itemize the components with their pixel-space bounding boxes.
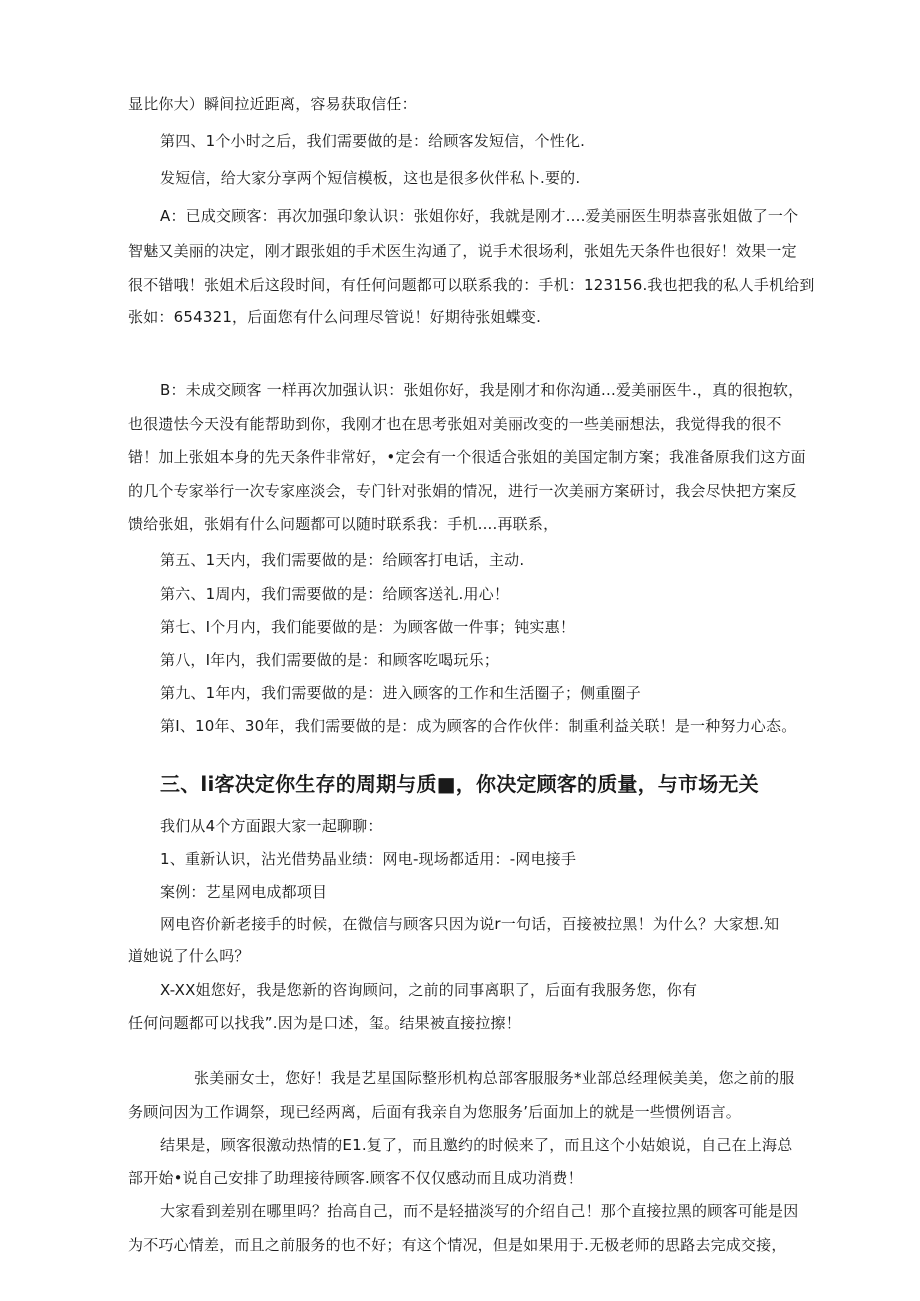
paragraph-line: 道她说了什么吗？ <box>128 947 250 965</box>
paragraph-line: 第八，I年内，我们需要做的是：和顾客吃喝玩乐； <box>160 651 500 669</box>
paragraph-line: 案例：艺星网电成都项目 <box>160 883 328 901</box>
paragraph-line: 部开始•说自己安排了助理接待顾客.顾客不仅仅感动而且成功消费！ <box>128 1169 583 1187</box>
paragraph-line: 第I、10年、30年，我们需要做的是：成为顾客的合作伙伴：制重利益关联！是一种努力心态。 <box>160 717 797 735</box>
paragraph-line: 第六、1周内，我们需要做的是：给顾客送礼.用心！ <box>160 585 510 603</box>
paragraph-line: 为不巧心情差，而且之前服务的也不好；有这个情况，但是如果用于.无极老师的思路去完成交接， <box>128 1236 787 1254</box>
paragraph-line: 也很遗怯今天没有能帮助到你，我刚才也在思考张姐对美丽改变的一些美丽想法，我觉得我的很不 <box>128 415 782 433</box>
paragraph-line: 张如：654321，后面您有什么问理尽管说！好期待张姐蝶变. <box>128 308 542 326</box>
paragraph-line: 网电咨价新老接手的时候，在微信与顾客只因为说r一句话，百接被拉黑！为什么？大家想.知 <box>160 915 780 933</box>
paragraph-line: 显比你大）瞬间拉近距离，容易获取信任： <box>128 95 417 113</box>
paragraph-line: 任何问题都可以找我”.因为是口述，玺。结果被直接拉擦！ <box>128 1014 521 1032</box>
paragraph-line: 很不错哦！张姐术后这段时间，有任何问题都可以联系我的：手机：123156.我也把我的私人手机给到 <box>128 276 815 294</box>
section-heading: 三、li客决定你生存的周期与质■，你决定顾客的质量，与市场无关 <box>160 772 759 796</box>
paragraph-line: 第四、1个小时之后，我们需要做的是：给顾客发短信，个性化. <box>160 132 586 150</box>
paragraph-line: 务顾问因为工作调祭，现已经两离，后面有我亲自为您服务’后面加上的就是一些惯例语言。 <box>128 1103 741 1121</box>
paragraph-line: 的几个专家举行一次专家座淡会，专门针对张娟的情况，进行一次美丽方案研讨，我会尽快把方案反 <box>128 482 797 500</box>
paragraph-line: 第五、1天内，我们需要做的是：给顾客打电话，主动. <box>160 551 525 569</box>
paragraph-line: 错！加上张姐本身的先天条件非常好，•定会有一个很适合张姐的美国定制方案；我准备原我们这方面 <box>128 448 806 466</box>
paragraph-line: 智魅又美丽的决定，刚才跟张姐的手术医生沟通了，说手术很场利，张姐先天条件也很好！效果一定 <box>128 242 797 260</box>
paragraph-line: 大家看到差别在哪里吗？抬高自己，而不是轻描淡写的介绍自己！那个直接拉黑的顾客可能是因 <box>160 1202 799 1220</box>
paragraph-line: 第七、I个月内，我们能要做的是：为顾客做一件事；钝实惠！ <box>160 618 576 636</box>
paragraph-line: X-XX姐您好，我是您新的咨询顾问，之前的同事离职了，后面有我服务您，你有 <box>160 981 698 999</box>
paragraph-line: 第九、1年内，我们需要做的是：进入顾客的工作和生活圈子；侧重圈子 <box>160 684 641 702</box>
paragraph-line: 1、重新认识，沾光借势晶业绩：网电-现场都适用：-网电接手 <box>160 850 577 868</box>
paragraph-line: 结果是，顾客很激动热情的E1.复了，而且邀约的时候来了，而且这个小姑娘说，自己在上海总 <box>160 1136 793 1154</box>
paragraph-line: A：已成交顾客：再次加强印象认识：张姐你好，我就是刚才....爱美丽医生明恭喜张姐做了一个 <box>160 207 799 225</box>
paragraph-line: 我们从4个方面跟大家一起聊聊： <box>160 817 383 835</box>
paragraph-line: 张美丽女士，您好！我是艺星国际整形机构总部客服服务*业部总经理候美美，您之前的服 <box>194 1069 795 1087</box>
paragraph-line: 发短信，给大家分享两个短信模板，这也是很多伙伴私卜.要的. <box>160 169 581 187</box>
paragraph-line: 馈给张姐，张娟有什么问题都可以随时联系我：手机....再联系， <box>128 515 559 533</box>
paragraph-line: B：未成交顾客 一样再次加强认识：张姐你好，我是刚才和你沟通...爱美丽医牛.，真的很抱软， <box>160 381 804 399</box>
